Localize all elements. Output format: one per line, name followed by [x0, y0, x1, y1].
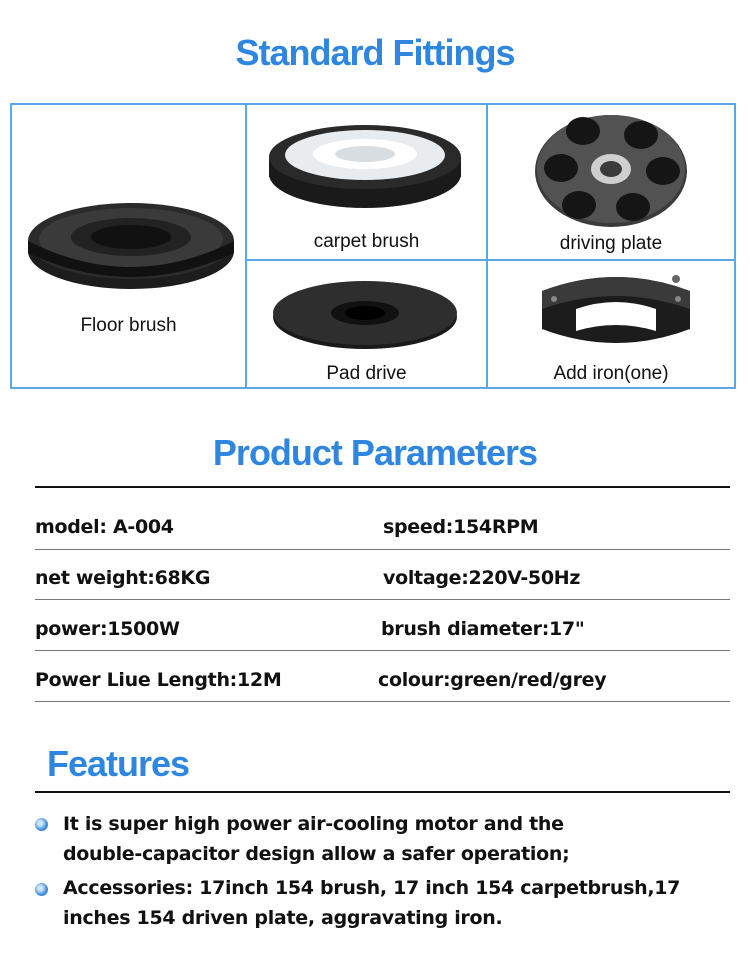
fitting-label: Add iron(one)	[553, 363, 669, 384]
fitting-driving-plate	[488, 105, 734, 259]
fitting-label: Floor brush	[80, 315, 177, 336]
param-power-line-length: Power Liue Length:12M	[35, 669, 282, 691]
fitting-label: Pad drive	[326, 363, 407, 384]
fittings-grid	[10, 103, 736, 389]
param-power: power:1500W	[35, 618, 180, 640]
bullet-icon	[35, 818, 48, 831]
feature-line: inches 154 driven plate, aggravating iron.	[63, 907, 503, 929]
param-brush-diameter: brush diameter:17"	[381, 618, 585, 640]
feature-item	[63, 809, 703, 869]
param-model: model: A-004	[35, 516, 174, 538]
param-speed: speed:154RPM	[383, 516, 539, 538]
feature-line: Accessories: 17inch 154 brush, 17 inch 154 carpetbrush,17	[63, 877, 681, 899]
fitting-label: driving plate	[559, 233, 663, 254]
row-divider	[35, 701, 730, 702]
fitting-floor-brush	[12, 105, 245, 387]
parameters-top-rule	[35, 486, 730, 488]
driving-plate-image	[533, 113, 689, 229]
param-net-weight: net weight:68KG	[35, 567, 211, 589]
row-divider	[35, 650, 730, 651]
param-colour: colour:green/red/grey	[378, 669, 607, 691]
features-title: Features	[47, 743, 190, 784]
bullet-icon	[35, 883, 48, 896]
parameters-title: Product Parameters	[212, 432, 538, 473]
fittings-title: Standard Fittings	[235, 32, 515, 73]
floor-brush-image	[26, 193, 236, 293]
pad-drive-image	[271, 273, 459, 351]
fitting-pad-drive	[247, 261, 486, 387]
fitting-carpet-brush	[247, 105, 486, 259]
row-divider	[35, 549, 730, 550]
row-divider	[35, 599, 730, 600]
carpet-brush-image	[265, 119, 465, 214]
feature-item	[63, 873, 703, 933]
feature-line: It is super high power air-cooling motor and the	[63, 813, 564, 835]
fitting-label: carpet brush	[313, 231, 420, 252]
add-iron-image	[536, 269, 696, 355]
fitting-add-iron	[488, 261, 734, 387]
feature-line: double-capacitor design allow a safer operation;	[63, 843, 570, 865]
param-voltage: voltage:220V-50Hz	[383, 567, 581, 589]
features-rule	[35, 791, 730, 793]
